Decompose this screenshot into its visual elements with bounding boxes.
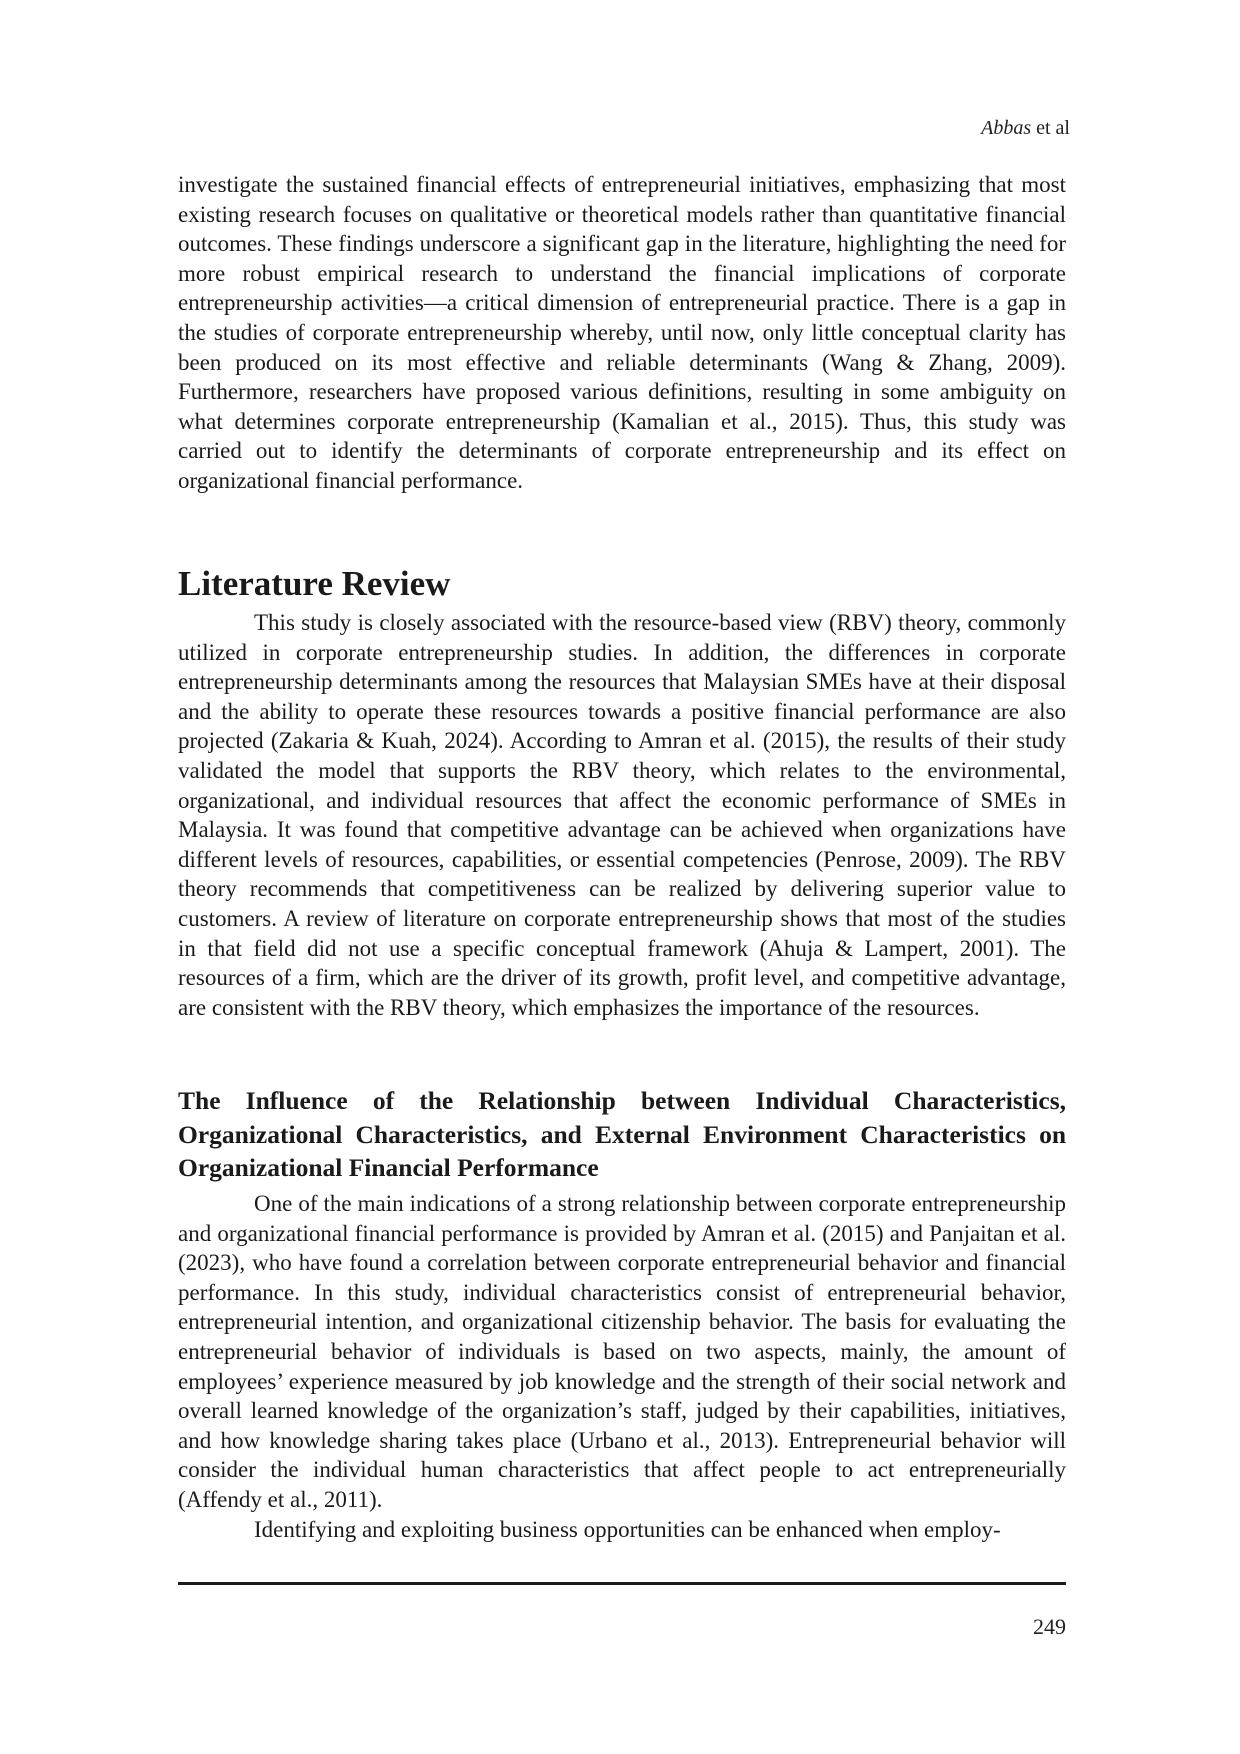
literature-review-paragraph: This study is closely associated with the resource-based view (RBV) theory, commonly utilized in corporate entrepreneurship studies. In addition, the differences in corporate entrepreneurship determinants among the resources that Malaysian SMEs have at their disposal and the ability to operate these resources towards a positive financial performance are also projected (Zakaria & Kuah, 2024). According to Amran et al. (2015), the results of their study validated the model that supports the RBV theory, which relates to the environmental, organizational, and individual resources that affect the economic performance of SMEs in Malaysia. It was found that competitive advantage can be achieved when organizations have different levels of resources, capabilities, or essential competencies (Penrose, 2009). The RBV theory recommends that competitiveness can be realized by delivering superior value to customers. A review of literature on corporate entrepreneurship shows that most of the studies in that field did not use a specific conceptual framework (Ahuja & Lampert, 2001). The resources of a firm, which are the driver of its growth, profit level, and competitive advantage, are consistent with the RBV theory, which emphasizes the importance of the resources. [178, 610, 1066, 1020]
running-header [981, 116, 1070, 140]
running-header-suffix: et al [1031, 117, 1070, 139]
running-header-author: Abbas [981, 117, 1032, 139]
subsection-paragraph-1: One of the main indications of a strong relationship between corporate entrepreneurship and organizational financial performance is provided by Amran et al. (2015) and Panjaitan et al. (2023), who have found a correlation between corporate entrepreneurial behavior and financial performance. In this study, individual characteristics consist of entrepreneurial behavior, entrepreneurial intention, and organizational citizenship behavior. The basis for evaluating the entrepreneurial behavior of individuals is based on two aspects, mainly, the amount of employees’ experience measured by job knowledge and the strength of their social network and overall learned knowledge of the organization’s staff, judged by their capabilities, initiatives, and how knowledge sharing takes place (Urbano et al., 2013). Entrepreneurial behavior will consider the individual human characteristics that affect people to act entrepreneurially (Affendy et al., 2011). [178, 1191, 1066, 1512]
footer-rule [178, 1582, 1066, 1585]
literature-review-body [178, 608, 1066, 1022]
subsection-heading: The Influence of the Relationship between Individual Characteristics, Organizational Characteristics, and External Environment Characteristics on Organizational Financial Performance [178, 1086, 1066, 1182]
section-heading-literature-review: Literature Review [178, 564, 451, 603]
intro-continuation [178, 170, 1066, 496]
subsection-paragraph-2: Identifying and exploiting business opportunities can be enhanced when employ- [254, 1516, 1001, 1542]
subsection-body [178, 1189, 1066, 1544]
page-number: 249 [1033, 1614, 1066, 1639]
intro-paragraph: investigate the sustained financial effects of entrepreneurial initiatives, emphasizing that most existing research focuses on qualitative or theoretical models rather than quantitative financial outcomes. These findings underscore a significant gap in the literature, highlighting the need for more robust empirical research to understand the financial implications of corporate entrepreneurship activities—a critical dimension of entrepreneurial practice. There is a gap in the studies of corporate entrepreneurship whereby, until now, only little conceptual clarity has been produced on its most effective and reliable determinants (Wang & Zhang, 2009). Furthermore, researchers have proposed various definitions, resulting in some ambiguity on what determines corporate entrepreneurship (Kamalian et al., 2015). Thus, this study was carried out to identify the determinants of corporate entrepreneurship and its effect on organizational financial performance. [178, 172, 1066, 493]
